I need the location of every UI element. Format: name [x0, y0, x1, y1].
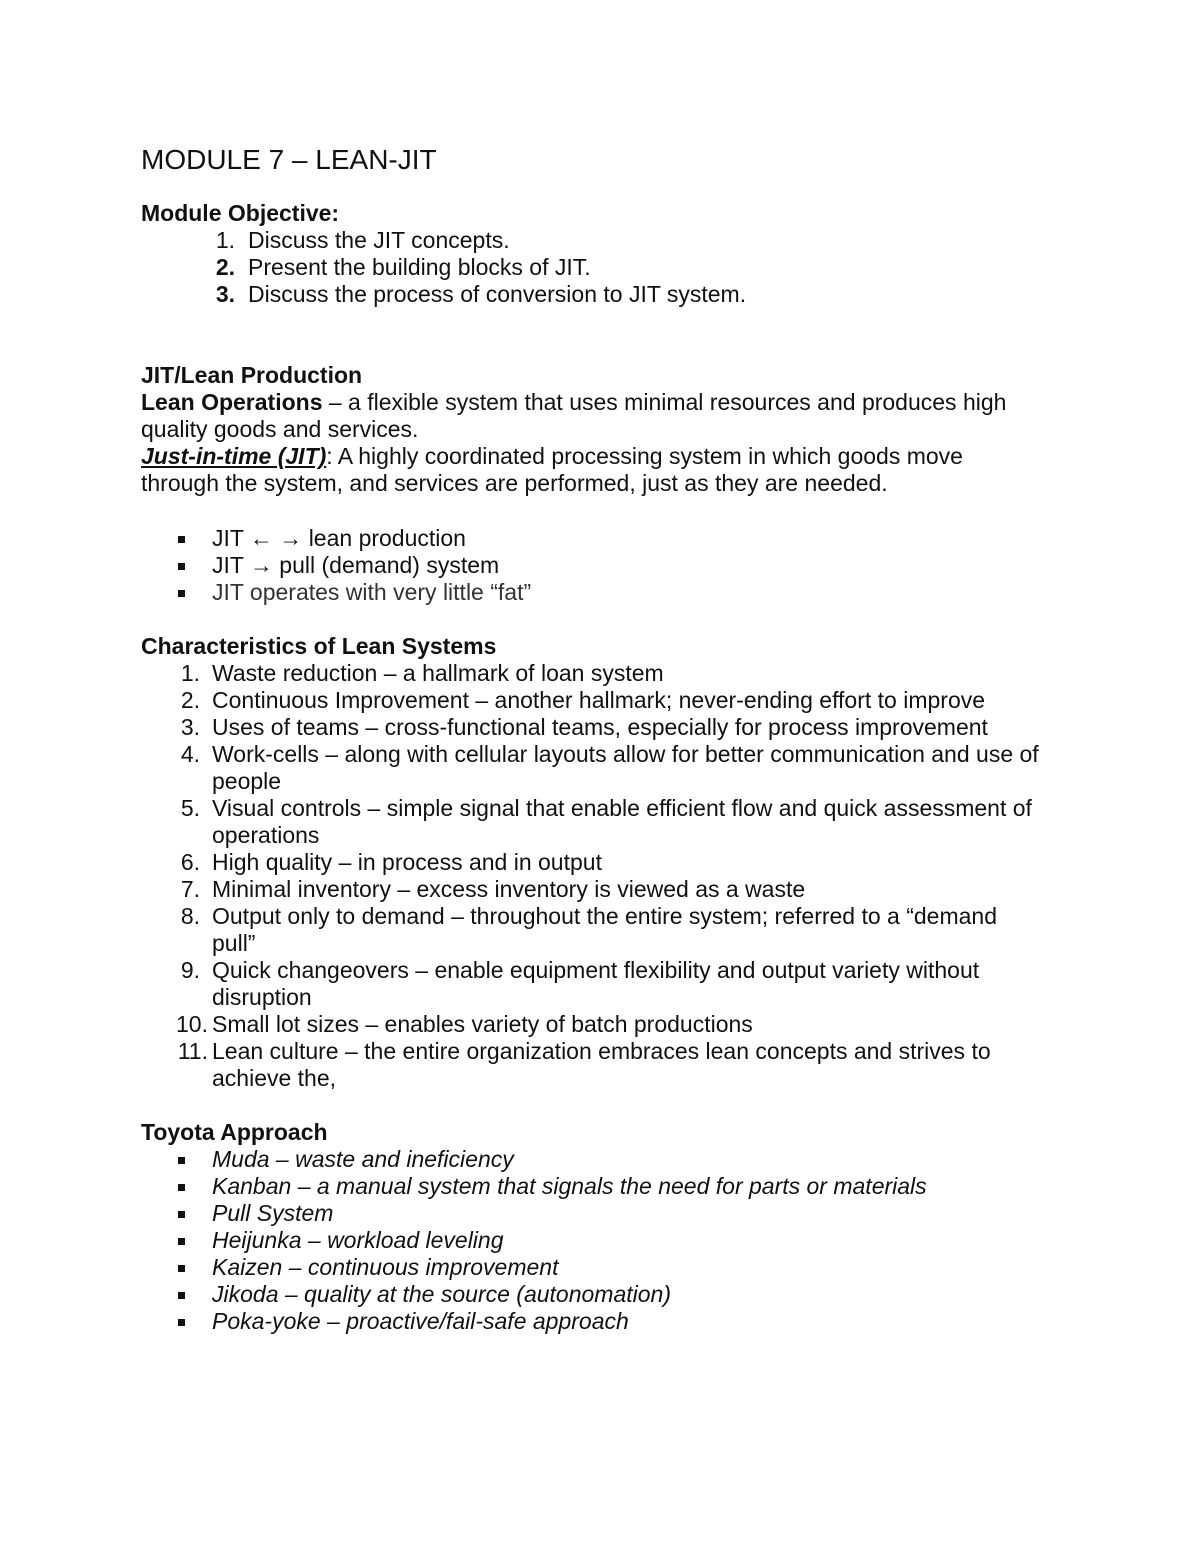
characteristic-item: Output only to demand – throughout the entire system; referred to a “demand: [212, 903, 998, 929]
characteristic-num: 3.: [180, 714, 200, 740]
lean-operations-text-continued: quality goods and services.: [141, 416, 419, 442]
jit-bullet: JIT operates with very little “fat”: [212, 579, 532, 605]
characteristic-num: 4.: [180, 741, 200, 767]
characteristic-item: High quality – in process and in output: [212, 849, 602, 875]
characteristic-num: 6.: [180, 849, 200, 875]
characteristic-item-continued: people: [212, 768, 282, 794]
square-bullet-icon: [178, 1292, 185, 1299]
characteristic-item: Lean culture – the entire organization embraces lean concepts and strives to: [212, 1038, 991, 1064]
objective-heading: Module Objective:: [141, 200, 340, 226]
jit-heading: JIT/Lean Production: [141, 362, 363, 388]
characteristic-num: 7.: [180, 876, 200, 902]
lean-operations-term: Lean Operations: [141, 389, 323, 415]
toyota-heading: Toyota Approach: [141, 1119, 328, 1145]
jit-text: : A highly coordinated processing system in which goods move: [326, 443, 963, 469]
objective-num: 3.: [215, 281, 235, 307]
toyota-bullet: Jikoda – quality at the source (autonomation): [212, 1281, 671, 1307]
characteristic-num: 5.: [180, 795, 200, 821]
characteristic-item: Minimal inventory – excess inventory is viewed as a waste: [212, 876, 806, 902]
characteristic-item: Uses of teams – cross-functional teams, especially for process improvement: [212, 714, 988, 740]
page-title: MODULE 7 – LEAN-JIT: [141, 144, 437, 175]
jit-definition: [141, 443, 963, 470]
characteristic-num: 10.: [176, 1011, 208, 1037]
square-bullet-icon: [178, 536, 185, 543]
toyota-bullet: Kanban – a manual system that signals the need for parts or materials: [212, 1173, 927, 1199]
square-bullet-icon: [178, 1319, 185, 1326]
characteristic-num: 9.: [180, 957, 200, 983]
characteristic-item-continued: disruption: [212, 984, 312, 1010]
characteristic-num: 1.: [180, 660, 200, 686]
characteristic-item: Visual controls – simple signal that enable efficient flow and quick assessment of: [212, 795, 1032, 821]
objective-num: 1.: [215, 227, 235, 253]
characteristic-num: 11.: [177, 1038, 208, 1064]
square-bullet-icon: [178, 1265, 185, 1272]
lean-operations-definition: [141, 389, 1006, 416]
characteristic-num: 8.: [180, 903, 200, 929]
jit-bullet: JIT ← → lean production: [212, 525, 466, 551]
characteristic-item-continued: operations: [212, 822, 320, 848]
square-bullet-icon: [178, 1157, 185, 1164]
characteristic-num: 2.: [180, 687, 200, 713]
objective-item: Present the building blocks of JIT.: [248, 254, 591, 280]
jit-text-continued: through the system, and services are performed, just as they are needed.: [141, 470, 888, 496]
characteristic-item: Waste reduction – a hallmark of loan system: [212, 660, 664, 686]
toyota-bullet: Muda – waste and ineficiency: [212, 1146, 514, 1172]
characteristic-item: Continuous Improvement – another hallmark; never-ending effort to improve: [212, 687, 986, 713]
toyota-bullet: Heijunka – workload leveling: [212, 1227, 504, 1253]
square-bullet-icon: [178, 590, 185, 597]
characteristics-heading: Characteristics of Lean Systems: [141, 633, 497, 659]
square-bullet-icon: [178, 1184, 185, 1191]
characteristic-item-continued: pull”: [212, 930, 256, 956]
objective-num: 2.: [215, 254, 235, 280]
lean-operations-text: – a flexible system that uses minimal resources and produces high: [322, 389, 1007, 415]
jit-bullet: JIT → pull (demand) system: [212, 552, 500, 578]
jit-term: Just-in-time (JIT): [141, 443, 327, 469]
toyota-bullet: Pull System: [212, 1200, 334, 1226]
objective-item: Discuss the process of conversion to JIT system.: [248, 281, 747, 307]
toyota-bullet: Kaizen – continuous improvement: [212, 1254, 559, 1280]
characteristic-item: Work-cells – along with cellular layouts allow for better communication and use of: [212, 741, 1039, 767]
characteristic-item-continued: achieve the,: [212, 1065, 337, 1091]
square-bullet-icon: [178, 563, 185, 570]
characteristic-item: Quick changeovers – enable equipment flexibility and output variety without: [212, 957, 980, 983]
objective-item: Discuss the JIT concepts.: [248, 227, 510, 253]
square-bullet-icon: [178, 1238, 185, 1245]
square-bullet-icon: [178, 1211, 185, 1218]
toyota-bullet: Poka-yoke – proactive/fail-safe approach: [212, 1308, 629, 1334]
characteristic-item: Small lot sizes – enables variety of batch productions: [212, 1011, 753, 1037]
